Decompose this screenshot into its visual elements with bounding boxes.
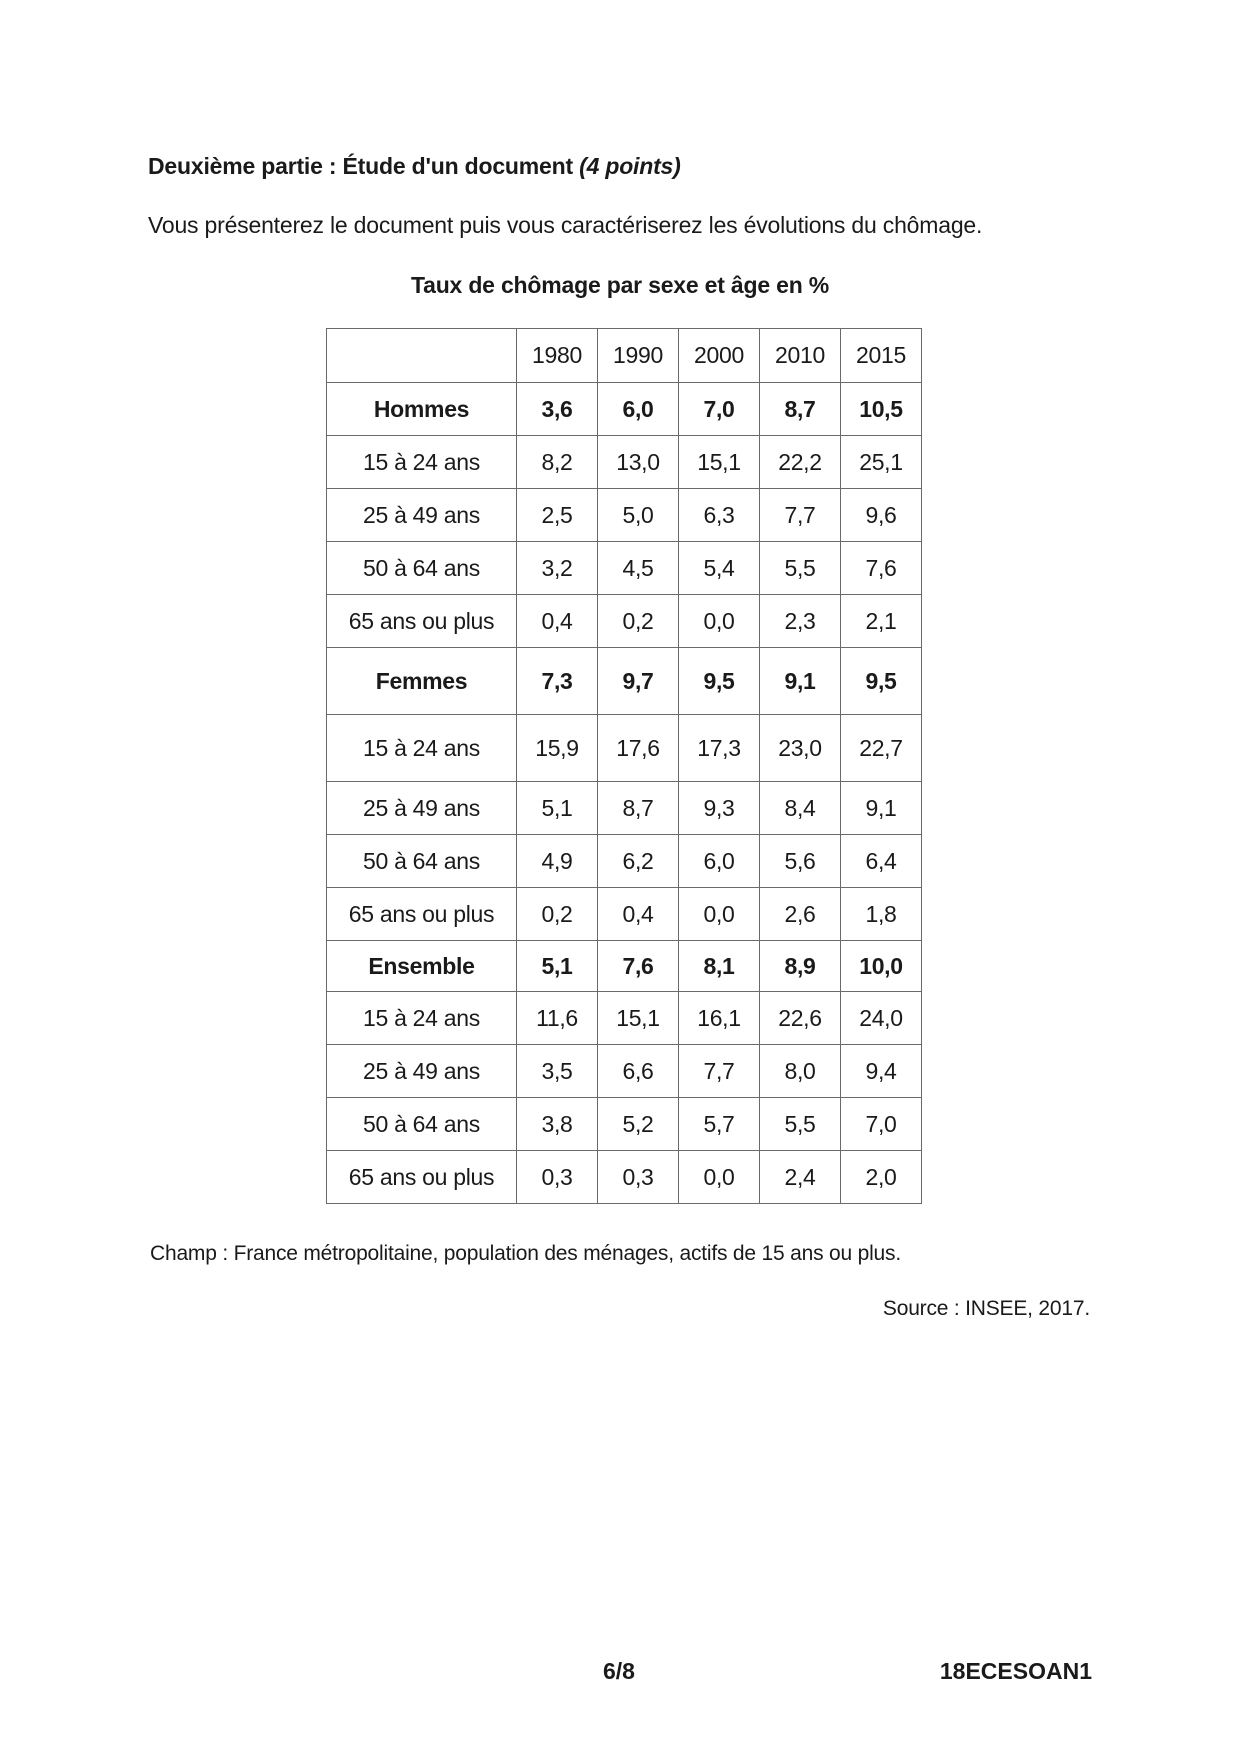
table-cell: 7,6	[598, 941, 679, 992]
row-label: 50 à 64 ans	[327, 835, 517, 888]
table-cell: 6,0	[598, 383, 679, 436]
table-cell: 7,3	[517, 648, 598, 715]
table-corner-cell	[327, 329, 517, 383]
table-cell: 9,4	[841, 1045, 922, 1098]
table-cell: 0,3	[598, 1151, 679, 1204]
instruction-text: Vous présenterez le document puis vous caractériserez les évolutions du chômage.	[148, 212, 983, 238]
table-cell: 9,3	[679, 782, 760, 835]
table-cell: 8,1	[679, 941, 760, 992]
table-cell: 23,0	[760, 715, 841, 782]
table-row	[327, 835, 922, 888]
column-header-year: 2010	[760, 329, 841, 383]
table-cell: 5,0	[598, 489, 679, 542]
column-header-year: 2000	[679, 329, 760, 383]
row-label: 65 ans ou plus	[327, 1151, 517, 1204]
table-cell: 3,2	[517, 542, 598, 595]
table-cell: 6,0	[679, 835, 760, 888]
table-row	[327, 888, 922, 941]
table-cell: 17,6	[598, 715, 679, 782]
table-cell: 2,5	[517, 489, 598, 542]
table-row	[327, 542, 922, 595]
table-row-ensemble	[327, 941, 922, 992]
table-row	[327, 715, 922, 782]
table-cell: 5,2	[598, 1098, 679, 1151]
table-row	[327, 1098, 922, 1151]
table-row	[327, 1151, 922, 1204]
table-cell: 9,5	[841, 648, 922, 715]
table-cell: 15,1	[679, 436, 760, 489]
row-label: 25 à 49 ans	[327, 1045, 517, 1098]
table-cell: 10,5	[841, 383, 922, 436]
table-cell: 0,3	[517, 1151, 598, 1204]
table-row	[327, 1045, 922, 1098]
row-label: 50 à 64 ans	[327, 1098, 517, 1151]
table-cell: 22,7	[841, 715, 922, 782]
row-label: 65 ans ou plus	[327, 888, 517, 941]
table-cell: 25,1	[841, 436, 922, 489]
row-label: Femmes	[327, 648, 517, 715]
row-label: Hommes	[327, 383, 517, 436]
table-row	[327, 436, 922, 489]
table-cell: 3,8	[517, 1098, 598, 1151]
table-cell: 4,5	[598, 542, 679, 595]
table-cell: 5,7	[679, 1098, 760, 1151]
table-cell: 9,5	[679, 648, 760, 715]
table-title: Taux de chômage par sexe et âge en %	[410, 272, 830, 298]
section-heading	[148, 153, 681, 180]
table-cell: 6,6	[598, 1045, 679, 1098]
column-header-year: 1990	[598, 329, 679, 383]
table-cell: 5,1	[517, 941, 598, 992]
table-cell: 15,1	[598, 992, 679, 1045]
table-cell: 0,4	[598, 888, 679, 941]
section-heading-text: Deuxième partie : Étude d'un document	[148, 153, 580, 179]
table-header-row	[327, 329, 922, 383]
table-cell: 3,6	[517, 383, 598, 436]
table-cell: 7,0	[841, 1098, 922, 1151]
table-cell: 0,4	[517, 595, 598, 648]
table-cell: 9,1	[760, 648, 841, 715]
row-label: 25 à 49 ans	[327, 489, 517, 542]
table-row	[327, 782, 922, 835]
table-row	[327, 992, 922, 1045]
table-cell: 9,6	[841, 489, 922, 542]
table-row	[327, 595, 922, 648]
table-cell: 17,3	[679, 715, 760, 782]
table-cell: 8,7	[760, 383, 841, 436]
table-cell: 11,6	[517, 992, 598, 1045]
row-label: Ensemble	[327, 941, 517, 992]
table-cell: 2,0	[841, 1151, 922, 1204]
table-cell: 15,9	[517, 715, 598, 782]
table-cell: 0,0	[679, 1151, 760, 1204]
table-cell: 7,7	[679, 1045, 760, 1098]
table-cell: 4,9	[517, 835, 598, 888]
document-code: 18ECESOAN1	[939, 1658, 1092, 1684]
table-cell: 8,4	[760, 782, 841, 835]
section-heading-points: (4 points)	[579, 153, 681, 179]
table-cell: 22,6	[760, 992, 841, 1045]
row-label: 15 à 24 ans	[327, 992, 517, 1045]
table-row-hommes	[327, 383, 922, 436]
row-label: 15 à 24 ans	[327, 715, 517, 782]
table-cell: 8,9	[760, 941, 841, 992]
table-cell: 6,3	[679, 489, 760, 542]
table-cell: 0,0	[679, 595, 760, 648]
table-cell: 6,4	[841, 835, 922, 888]
table-cell: 2,6	[760, 888, 841, 941]
column-header-year: 2015	[841, 329, 922, 383]
table-row-femmes	[327, 648, 922, 715]
row-label: 25 à 49 ans	[327, 782, 517, 835]
table-cell: 0,2	[517, 888, 598, 941]
table-cell: 1,8	[841, 888, 922, 941]
table-cell: 5,5	[760, 1098, 841, 1151]
source-note: Source : INSEE, 2017.	[882, 1297, 1090, 1320]
table-cell: 6,2	[598, 835, 679, 888]
table-cell: 8,7	[598, 782, 679, 835]
table-row	[327, 489, 922, 542]
row-label: 65 ans ou plus	[327, 595, 517, 648]
row-label: 15 à 24 ans	[327, 436, 517, 489]
table-cell: 8,2	[517, 436, 598, 489]
table-cell: 2,1	[841, 595, 922, 648]
table-cell: 24,0	[841, 992, 922, 1045]
unemployment-table	[326, 328, 922, 1204]
table-cell: 2,3	[760, 595, 841, 648]
table-cell: 9,1	[841, 782, 922, 835]
table-cell: 16,1	[679, 992, 760, 1045]
table-cell: 5,4	[679, 542, 760, 595]
table-cell: 7,0	[679, 383, 760, 436]
table-cell: 3,5	[517, 1045, 598, 1098]
table-cell: 5,1	[517, 782, 598, 835]
table-cell: 10,0	[841, 941, 922, 992]
table-cell: 2,4	[760, 1151, 841, 1204]
table-cell: 7,6	[841, 542, 922, 595]
table-cell: 22,2	[760, 436, 841, 489]
table-cell: 5,6	[760, 835, 841, 888]
table-cell: 13,0	[598, 436, 679, 489]
table-cell: 9,7	[598, 648, 679, 715]
table-cell: 5,5	[760, 542, 841, 595]
row-label: 50 à 64 ans	[327, 542, 517, 595]
table-cell: 7,7	[760, 489, 841, 542]
scope-note: Champ : France métropolitaine, population des ménages, actifs de 15 ans ou plus.	[150, 1242, 901, 1265]
table-cell: 0,0	[679, 888, 760, 941]
column-header-year: 1980	[517, 329, 598, 383]
table-cell: 0,2	[598, 595, 679, 648]
table-cell: 8,0	[760, 1045, 841, 1098]
page-number: 6/8	[603, 1658, 635, 1684]
